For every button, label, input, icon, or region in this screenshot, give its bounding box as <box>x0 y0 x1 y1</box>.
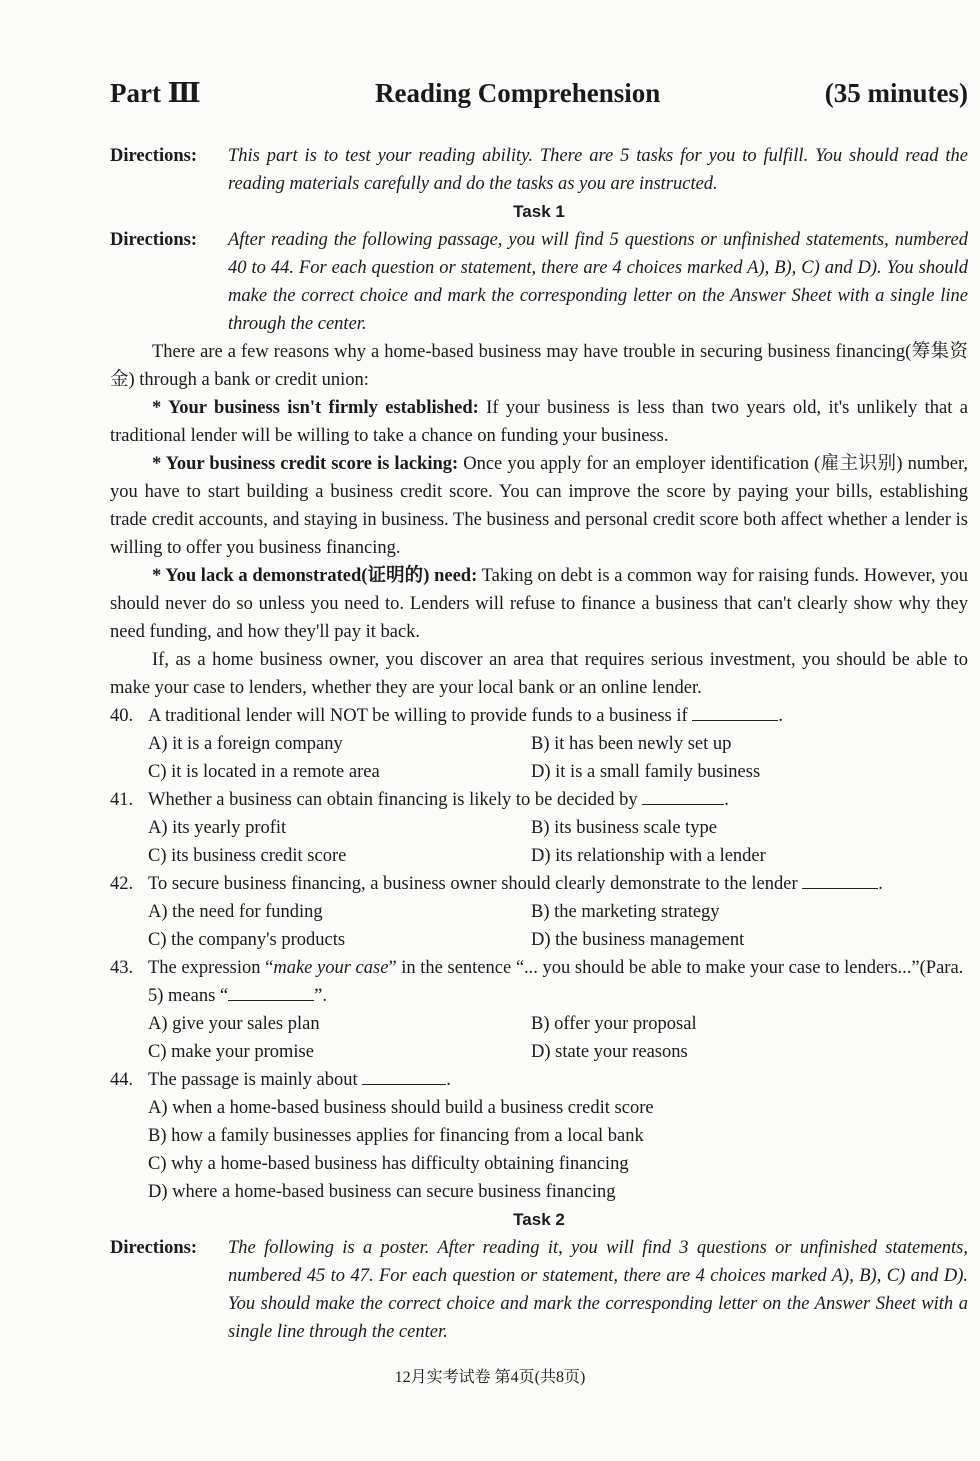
stem-end: . <box>878 874 883 894</box>
question-stem: Whether a business can obtain financing is likely to be decided by <box>148 790 638 810</box>
option-b: B) its business scale type <box>531 818 718 838</box>
option-c: C) its business credit score <box>148 846 347 866</box>
directions-label: Directions: <box>110 1238 197 1258</box>
answer-blank <box>802 870 878 889</box>
stem-end: ”. <box>314 986 327 1006</box>
option-a: A) give your sales plan <box>148 1014 320 1034</box>
main-directions <box>110 142 968 198</box>
directions-label: Directions: <box>110 146 197 166</box>
question-stem-part: The expression “ <box>148 958 274 978</box>
stem-end: . <box>724 790 729 810</box>
passage-bullet-1 <box>110 394 968 450</box>
question-number: 42. <box>110 874 134 894</box>
option-d: D) it is a small family business <box>531 762 761 782</box>
page-footer: 12月实考试卷 第4页(共8页) <box>394 1369 586 1386</box>
task1-section <box>110 198 968 1346</box>
question-43 <box>110 954 968 1066</box>
question-42 <box>110 870 968 954</box>
question-number: 41. <box>110 790 134 810</box>
question-stem: The passage is mainly about <box>148 1070 358 1090</box>
directions-text: The following is a poster. After reading it, you will find 3 questions or unfinished statements, numbered 45 to 47. For each question or statement, there are 4 choices marked A), B), C) and D). You should make the correct choice and mark the corresponding letter on the Answer Sheet with a single line through the center. <box>228 1238 968 1342</box>
passage-paragraph-1: There are a few reasons why a home-based business may have trouble in securing business financing(筹集资金) through a bank or credit union: <box>110 342 968 390</box>
question-stem-part: ” in the sentence “... you should be able to make your case to lenders...”(Para. 5) means “ <box>148 958 964 1006</box>
directions-label: Directions: <box>110 230 197 250</box>
time-limit: (35 minutes) <box>824 78 968 108</box>
directions-text: After reading the following passage, you will find 5 questions or unfinished statements, numbered 40 to 44. For each question or statement, there are 4 choices marked A), B), C) and D). You should make the correct choice and mark the corresponding letter on the Answer Sheet with a single line through the center. <box>228 230 968 334</box>
passage-bullet-2 <box>110 450 968 562</box>
option-b: B) how a family businesses applies for financing from a local bank <box>148 1126 644 1146</box>
option-a: A) when a home-based business should build a business credit score <box>148 1098 654 1118</box>
option-b: B) offer your proposal <box>531 1014 697 1034</box>
option-c: C) the company's products <box>148 930 346 950</box>
option-b: B) it has been newly set up <box>531 734 732 754</box>
option-c: C) it is located in a remote area <box>148 762 380 782</box>
question-stem: To secure business financing, a business owner should clearly demonstrate to the lender <box>148 874 798 894</box>
task2-directions <box>110 1234 968 1346</box>
bullet-text: If your business is less than two years old, it's unlikely that a traditional lender will be willing to take a chance on funding your business. <box>110 398 968 446</box>
option-d: D) its relationship with a lender <box>531 846 766 866</box>
option-a: A) its yearly profit <box>148 818 287 838</box>
question-40 <box>110 702 968 786</box>
bullet-heading: * You lack a demonstrated(证明的) need: <box>152 566 478 586</box>
answer-blank <box>362 1066 446 1085</box>
passage-bullet-3 <box>110 562 968 646</box>
task2-title: Task 2 <box>513 1210 565 1229</box>
answer-blank <box>228 982 314 1001</box>
option-a: A) it is a foreign company <box>148 734 343 754</box>
question-number: 44. <box>110 1070 134 1090</box>
answer-blank <box>642 786 724 805</box>
option-b: B) the marketing strategy <box>531 902 720 922</box>
option-d: D) where a home-based business can secure business financing <box>148 1182 616 1202</box>
task1-title: Task 1 <box>513 202 565 221</box>
answer-blank <box>692 702 778 721</box>
directions-text: This part is to test your reading ability. There are 5 tasks for you to fulfill. You should read the reading materials carefully and do the tasks as you are instructed. <box>228 146 968 194</box>
stem-end: . <box>778 706 783 726</box>
passage-paragraph-5: If, as a home business owner, you discover an area that requires serious investment, you should be able to make your case to lenders, whether they are your local bank or an online lender. <box>110 650 968 698</box>
task1-directions <box>110 226 968 338</box>
question-number: 43. <box>110 958 134 978</box>
part-label: Part Ⅲ <box>110 78 201 108</box>
bullet-heading: * Your business isn't firmly established: <box>152 398 479 418</box>
option-d: D) the business management <box>531 930 745 950</box>
question-44 <box>110 1066 968 1206</box>
question-stem: A traditional lender will NOT be willing to provide funds to a business if <box>148 706 688 726</box>
section-header <box>110 78 968 118</box>
question-41 <box>110 786 968 870</box>
option-c: C) make your promise <box>148 1042 314 1062</box>
section-title: Reading Comprehension <box>375 78 661 108</box>
option-a: A) the need for funding <box>148 902 323 922</box>
option-c: C) why a home-based business has difficulty obtaining financing <box>148 1154 629 1174</box>
quoted-expression: make your case <box>273 958 389 978</box>
stem-end: . <box>446 1070 451 1090</box>
option-d: D) state your reasons <box>531 1042 688 1062</box>
bullet-heading: * Your business credit score is lacking: <box>152 454 459 474</box>
bullet-text: Once you apply for an employer identification (雇主识别) number, you have to start building a business credit score. You can improve the score by paying your bills, establishing trade credit accounts, and staying in business. The business and personal credit score both affect whether a lender is willing to offer you business financing. <box>110 454 968 558</box>
bullet-text: Taking on debt is a common way for raising funds. However, you should never do so unless you need to. Lenders will refuse to finance a business that can't clearly show why they need funding, and how they'll pay it back. <box>110 566 968 642</box>
question-number: 40. <box>110 706 134 726</box>
